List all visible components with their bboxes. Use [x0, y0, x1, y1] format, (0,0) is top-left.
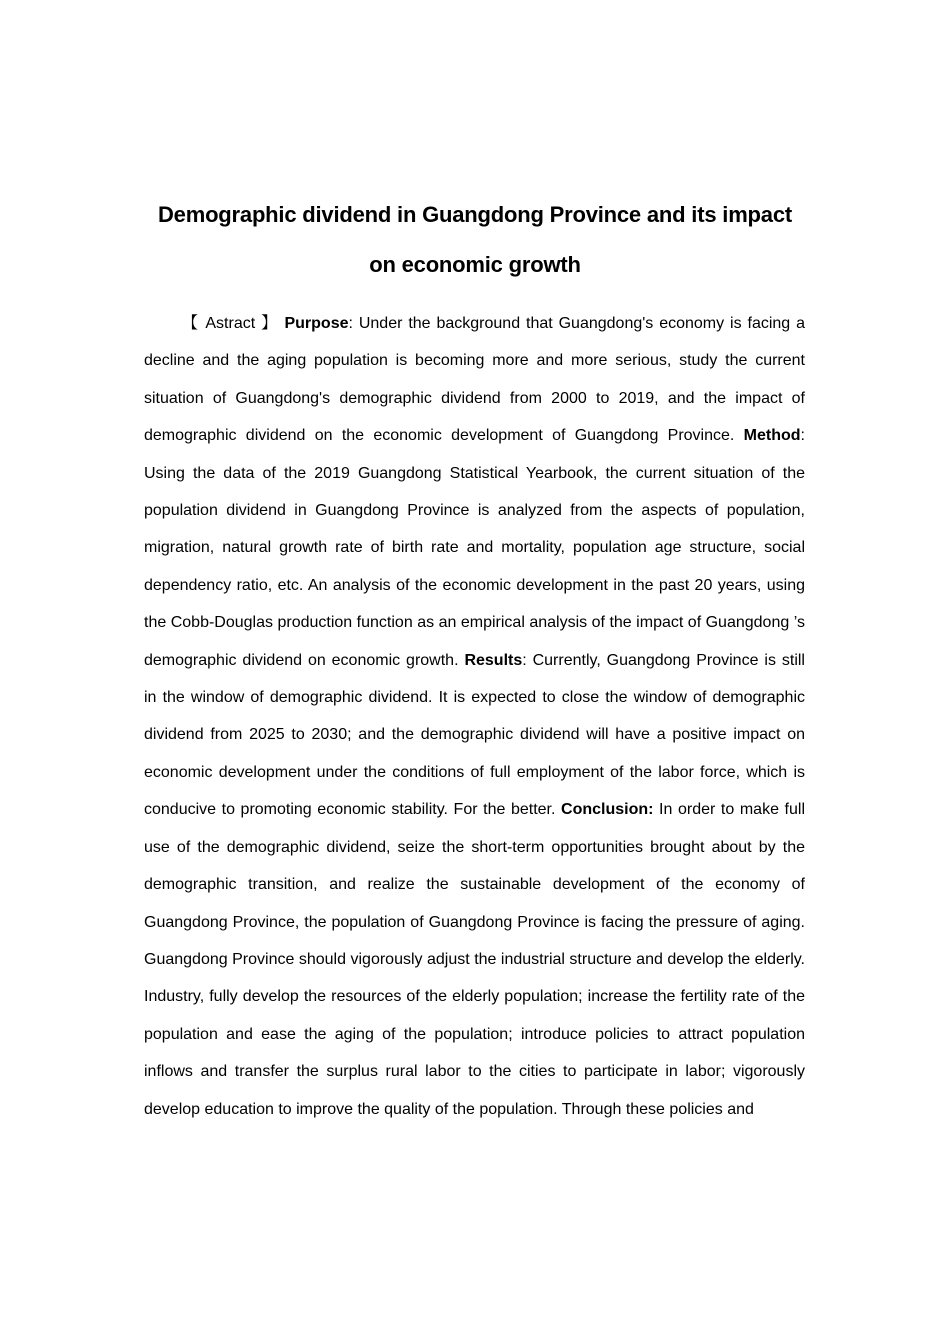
purpose-text: : Under the background that Guangdong's economy is facing a decline and the aging population is becoming more and more serious, study the current situation of Guangdong's demographic dividend from 2000 to 2019, and the impact of demographic dividend on the economic development of Guangdong Province.	[144, 315, 805, 445]
abstract-label: 【 Astract 】	[182, 315, 279, 332]
title-line-1: Demographic dividend in Guangdong Province and its impact	[157, 202, 792, 227]
method-label: Method	[743, 427, 801, 445]
purpose-label: Purpose	[284, 315, 349, 332]
conclusion-text: In order to make full use of the demographic dividend, seize the short-term opportunities brought about by the demographic transition, and realize the sustainable development of the economy of Guangdong Province, the population of Guangdong Province is facing the pressure of aging. Guangdong Province should vigorously adjust the industrial structure and develop the elderly. Industry, fully develop the resources of the elderly population; increase the fertility rate of the population and ease the aging of the population; introduce policies to attract population inflows and transfer the surplus rural labor to the cities to participate in labor; vigorously develop education to improve the quality of the population. Through these policies and	[144, 801, 806, 1118]
title-line-2: on economic growth	[369, 252, 581, 277]
paper-title	[130, 190, 820, 290]
results-text: : Currently, Guangdong Province is still in the window of demographic dividend. It is expected to close the window of demographic dividend from 2025 to 2030; and the demographic dividend will have a positive impact on economic development under the conditions of full employment of the labor force, which is conducive to promoting economic stability. For the better.	[144, 651, 805, 819]
abstract-paragraph	[144, 305, 805, 1128]
method-text: : Using the data of the 2019 Guangdong Statistical Yearbook, the current situation of the population dividend in Guangdong Province is analyzed from the aspects of population, migration, natural growth rate of birth rate and mortality, population age structure, social dependency ratio, etc. An analysis of the economic development in the past 20 years, using the Cobb-Douglas production function as an empirical analysis of the impact of Guangdong ’s demographic dividend on economic growth.	[144, 427, 805, 669]
results-label: Results	[464, 651, 523, 669]
conclusion-label: Conclusion:	[561, 801, 654, 819]
